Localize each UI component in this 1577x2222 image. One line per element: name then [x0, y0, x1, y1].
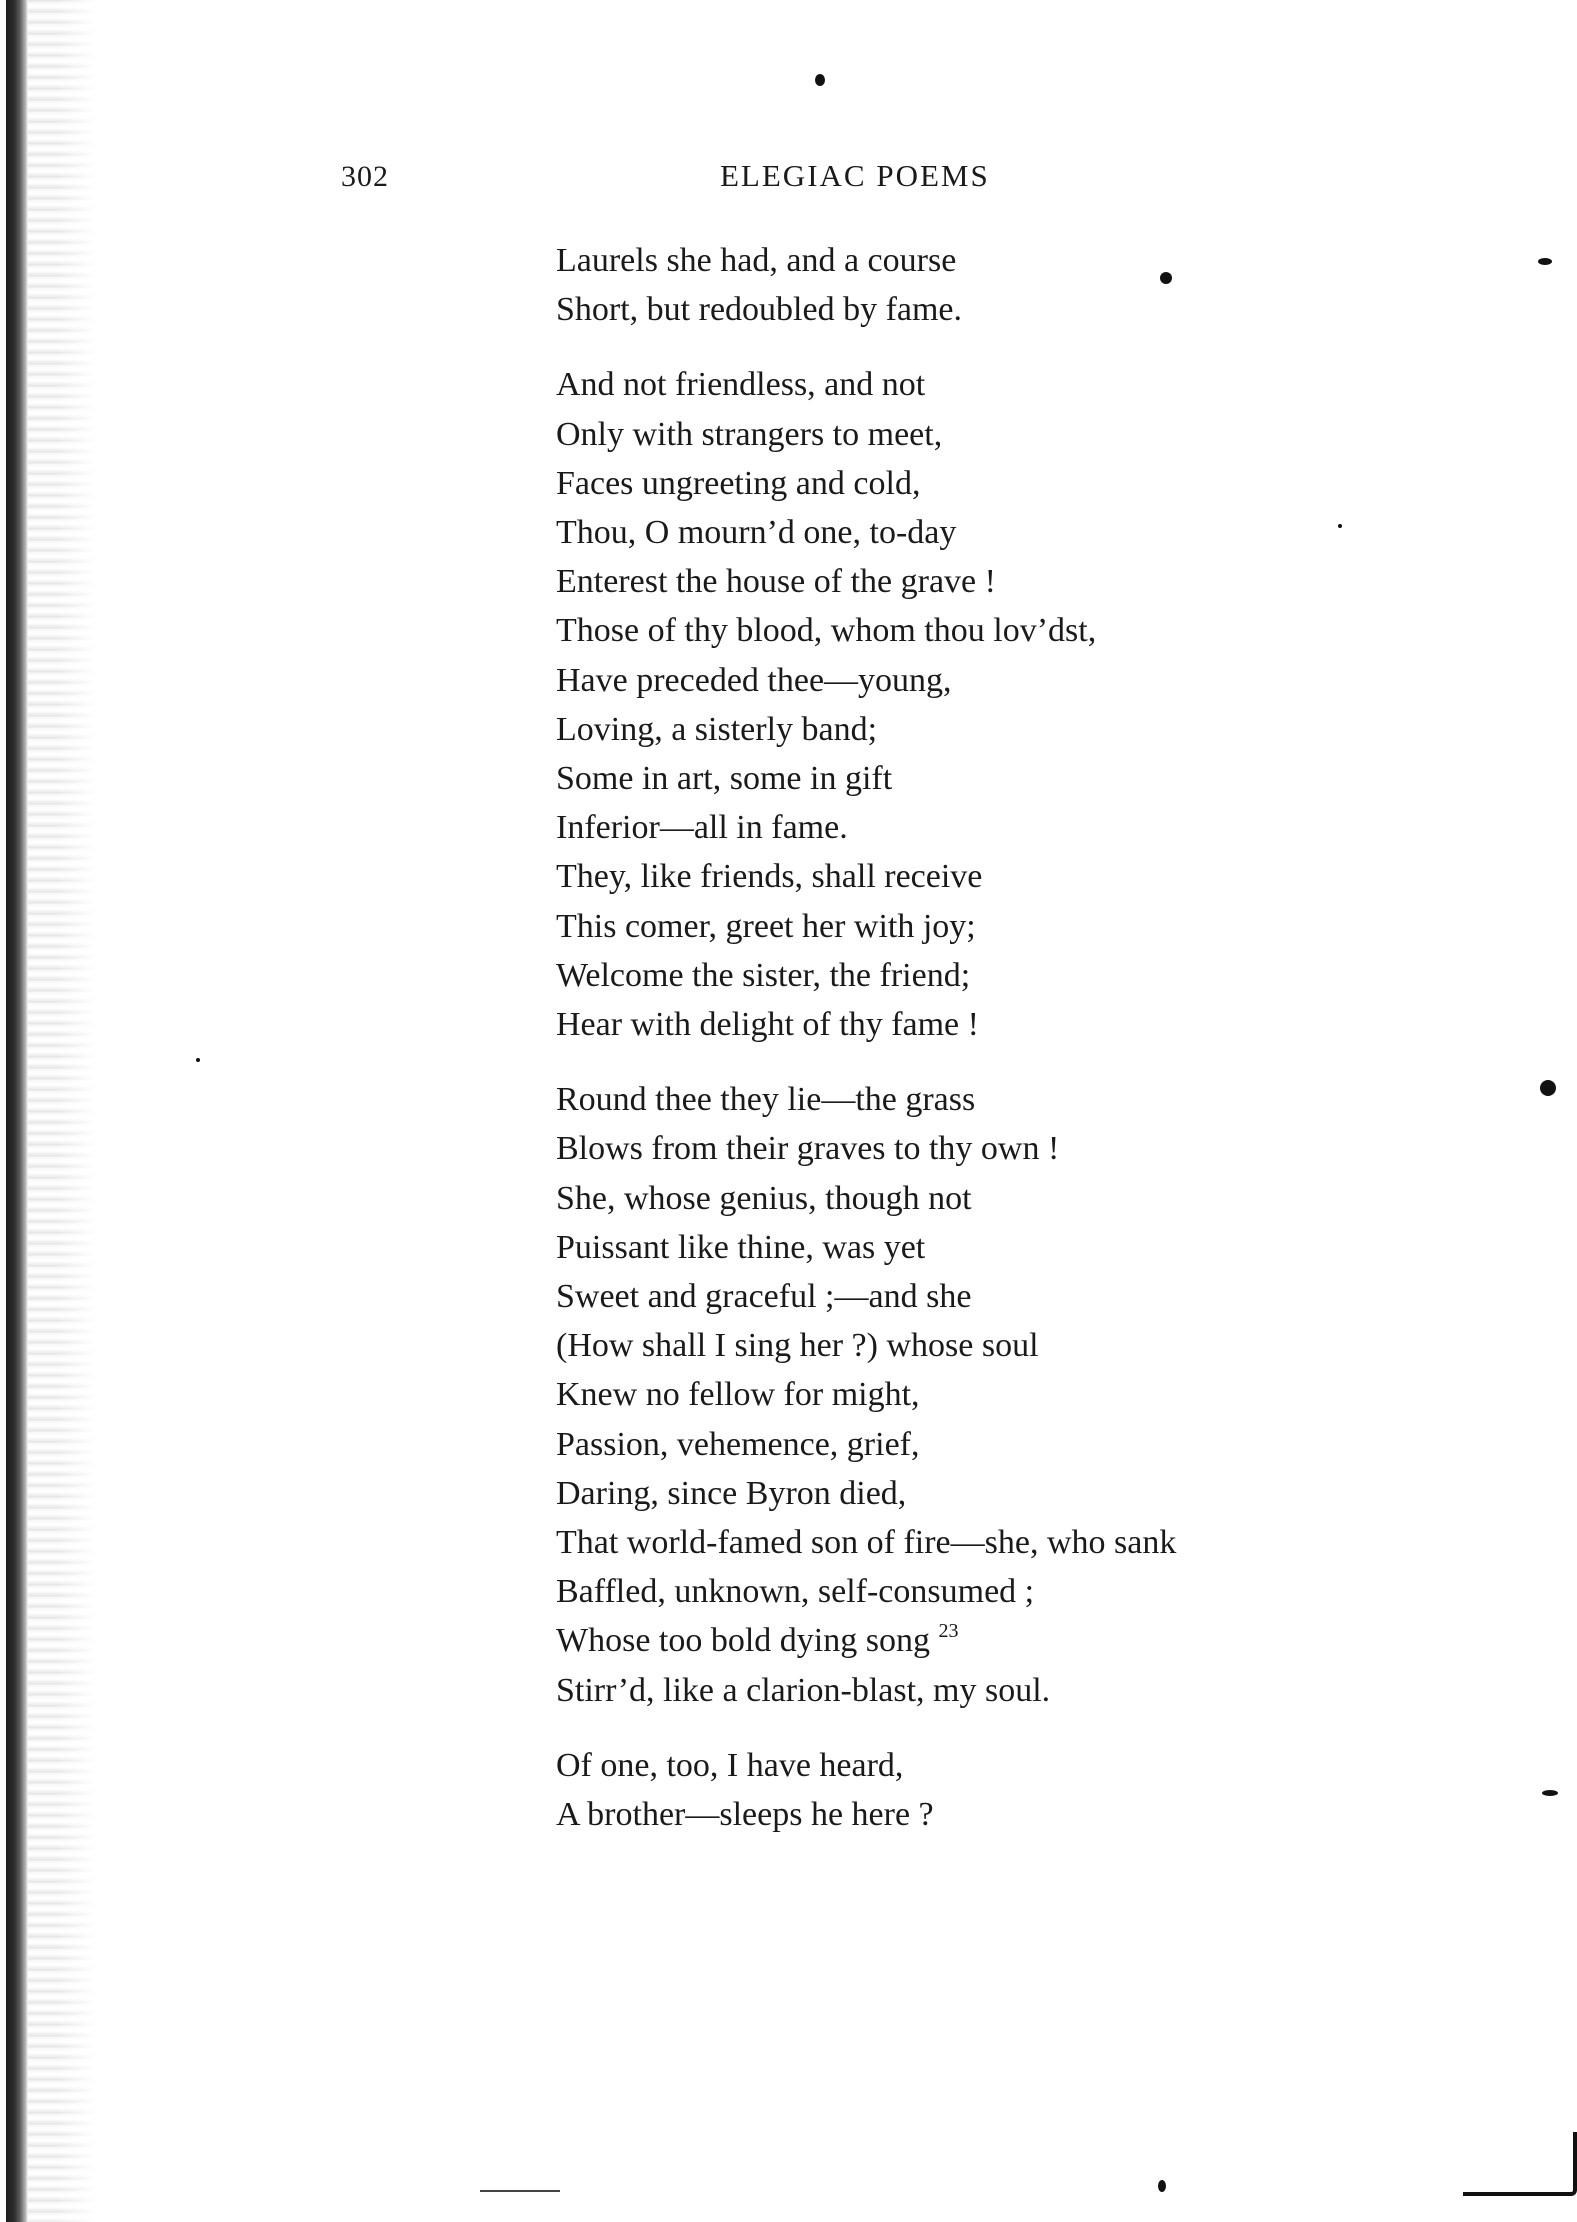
poem-line: Of one, too, I have heard,	[556, 1746, 904, 1784]
poem-line: (How shall I sing her ?) whose soul	[556, 1327, 1039, 1365]
scan-speck	[196, 1058, 200, 1062]
page-number: 302	[341, 160, 389, 193]
poem-line: They, like friends, shall receive	[556, 858, 983, 896]
poem-line: She, whose genius, though not	[556, 1179, 972, 1217]
stanza-1	[556, 236, 1516, 334]
poem-line: Have preceded thee—young,	[556, 661, 952, 699]
poem	[556, 236, 1516, 1865]
binding-edge	[6, 0, 28, 2222]
poem-line: Daring, since Byron died,	[556, 1474, 907, 1512]
poem-line: Passion, vehemence, grief,	[556, 1425, 920, 1463]
stanza-4	[556, 1741, 1516, 1839]
poem-line: Enterest the house of the grave !	[556, 563, 996, 601]
poem-line: Puissant like thine, was yet	[556, 1228, 926, 1266]
running-head: ELEGIAC POEMS	[720, 158, 990, 193]
poem-line-with-footnote	[556, 1616, 1516, 1665]
poem-line: Loving, a sisterly band;	[556, 710, 878, 748]
poem-line: Short, but redoubled by fame.	[556, 291, 963, 329]
binding-shadow	[28, 0, 98, 2222]
poem-line: That world-famed son of fire—she, who sank	[556, 1524, 1177, 1562]
poem-line: This comer, greet her with joy;	[556, 907, 976, 945]
scan-speck	[1542, 1790, 1558, 1796]
poem-line: Blows from their graves to thy own !	[556, 1130, 1060, 1168]
poem-line: Hear with delight of thy fame !	[556, 1006, 979, 1044]
poem-line: Knew no fellow for might,	[556, 1376, 920, 1414]
scan-speck	[1538, 258, 1552, 265]
poem-line-text: Whose too bold dying song	[556, 1622, 930, 1660]
poem-line: Only with strangers to meet,	[556, 415, 943, 453]
poem-line: Sweet and graceful ;—and she	[556, 1278, 972, 1316]
scan-speck	[1540, 1080, 1556, 1096]
poem-line: Baffled, unknown, self-consumed ;	[556, 1573, 1035, 1611]
poem-line: Laurels she had, and a course	[556, 242, 957, 279]
poem-line: Inferior—all in fame.	[556, 809, 848, 847]
poem-line: A brother—sleeps he here ?	[556, 1796, 934, 1834]
poem-line: Those of thy blood, whom thou lov’dst,	[556, 612, 1097, 650]
footnote-marker: 23	[938, 1620, 959, 1643]
poem-line: Some in art, some in gift	[556, 760, 893, 798]
poem-line: Faces ungreeting and cold,	[556, 464, 921, 502]
scan-speck	[815, 74, 825, 86]
poem-line: Thou, O mourn’d one, to-day	[556, 514, 957, 552]
poem-line: Stirr’d, like a clarion-blast, my soul.	[556, 1671, 1051, 1709]
poem-line: Round thee they lie—the grass	[556, 1081, 976, 1119]
stanza-3	[556, 1075, 1516, 1715]
corner-mark	[1463, 2132, 1577, 2196]
poem-line: And not friendless, and not	[556, 366, 926, 404]
bottom-rule	[480, 2190, 560, 2192]
stanza-2	[556, 360, 1516, 1049]
poem-line: Welcome the sister, the friend;	[556, 956, 971, 994]
scan-speck	[1158, 2180, 1166, 2192]
